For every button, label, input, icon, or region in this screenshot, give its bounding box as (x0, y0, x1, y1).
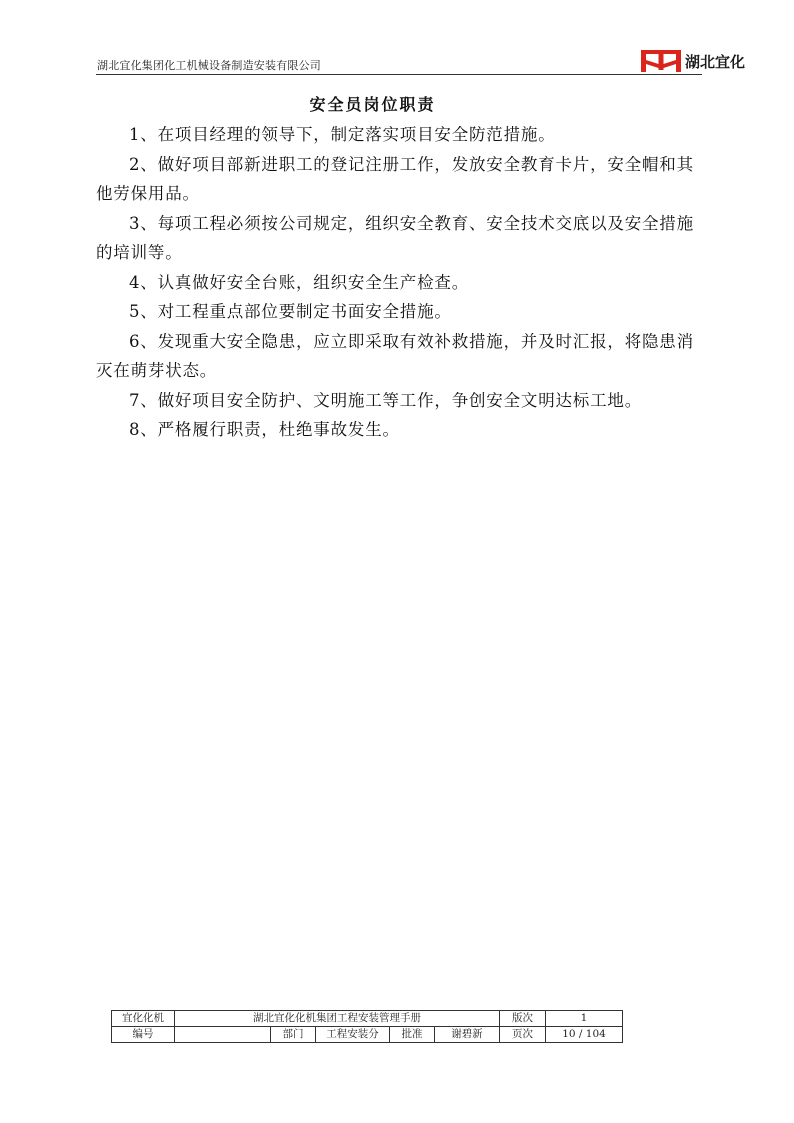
duty-item: 1、在项目经理的领导下，制定落实项目安全防范措施。 (129, 125, 556, 144)
footer-number-label: 编号 (112, 1027, 175, 1043)
footer-page-value: 10 / 104 (546, 1027, 623, 1043)
duty-item: 3、每项工程必须按公司规定，组织安全教育、安全技术交底以及安全措施的培训等。 (96, 213, 694, 262)
logo-text: 湖北宜化 (685, 52, 746, 71)
duty-item: 8、严格履行职责，杜绝事故发生。 (129, 420, 400, 439)
footer-number-value (175, 1027, 271, 1043)
header-rule (96, 74, 702, 75)
footer-row-1 (112, 1011, 623, 1027)
footer-approve-value: 谢碧新 (435, 1027, 500, 1043)
document-title: 安全员岗位职责 (309, 95, 436, 114)
company-logo (641, 49, 745, 73)
duty-item: 6、发现重大安全隐患，应立即采取有效补救措施，并及时汇报，将隐患消灭在萌芽状态。 (96, 331, 694, 380)
duty-item: 4、认真做好安全台账，组织安全生产检查。 (129, 272, 469, 292)
footer-version-value: 1 (546, 1011, 623, 1027)
footer-dept-label: 部门 (271, 1027, 316, 1043)
footer-version-label: 版次 (500, 1011, 546, 1027)
footer-org-label: 宜化化机 (112, 1011, 175, 1027)
duty-item: 5、对工程重点部位要制定书面安全措施。 (129, 302, 452, 321)
company-logo-icon (641, 50, 681, 72)
footer-approve-label: 批准 (390, 1027, 435, 1043)
footer-dept-value: 工程安装分 (316, 1027, 390, 1043)
duty-item: 2、做好项目部新进职工的登记注册工作，发放安全教育卡片，安全帽和其他劳保用品。 (96, 154, 694, 203)
footer-row-2 (112, 1027, 623, 1043)
footer-manual-title: 湖北宜化化机集团工程安装管理手册 (175, 1011, 500, 1027)
duty-item: 7、做好项目安全防护、文明施工等工作，争创安全文明达标工地。 (129, 390, 642, 410)
footer-page-label: 页次 (500, 1027, 546, 1043)
footer-info-table (111, 1010, 623, 1043)
header-company-name: 湖北宜化集团化工机械设备制造安装有限公司 (97, 59, 321, 72)
duties-list (96, 120, 708, 445)
